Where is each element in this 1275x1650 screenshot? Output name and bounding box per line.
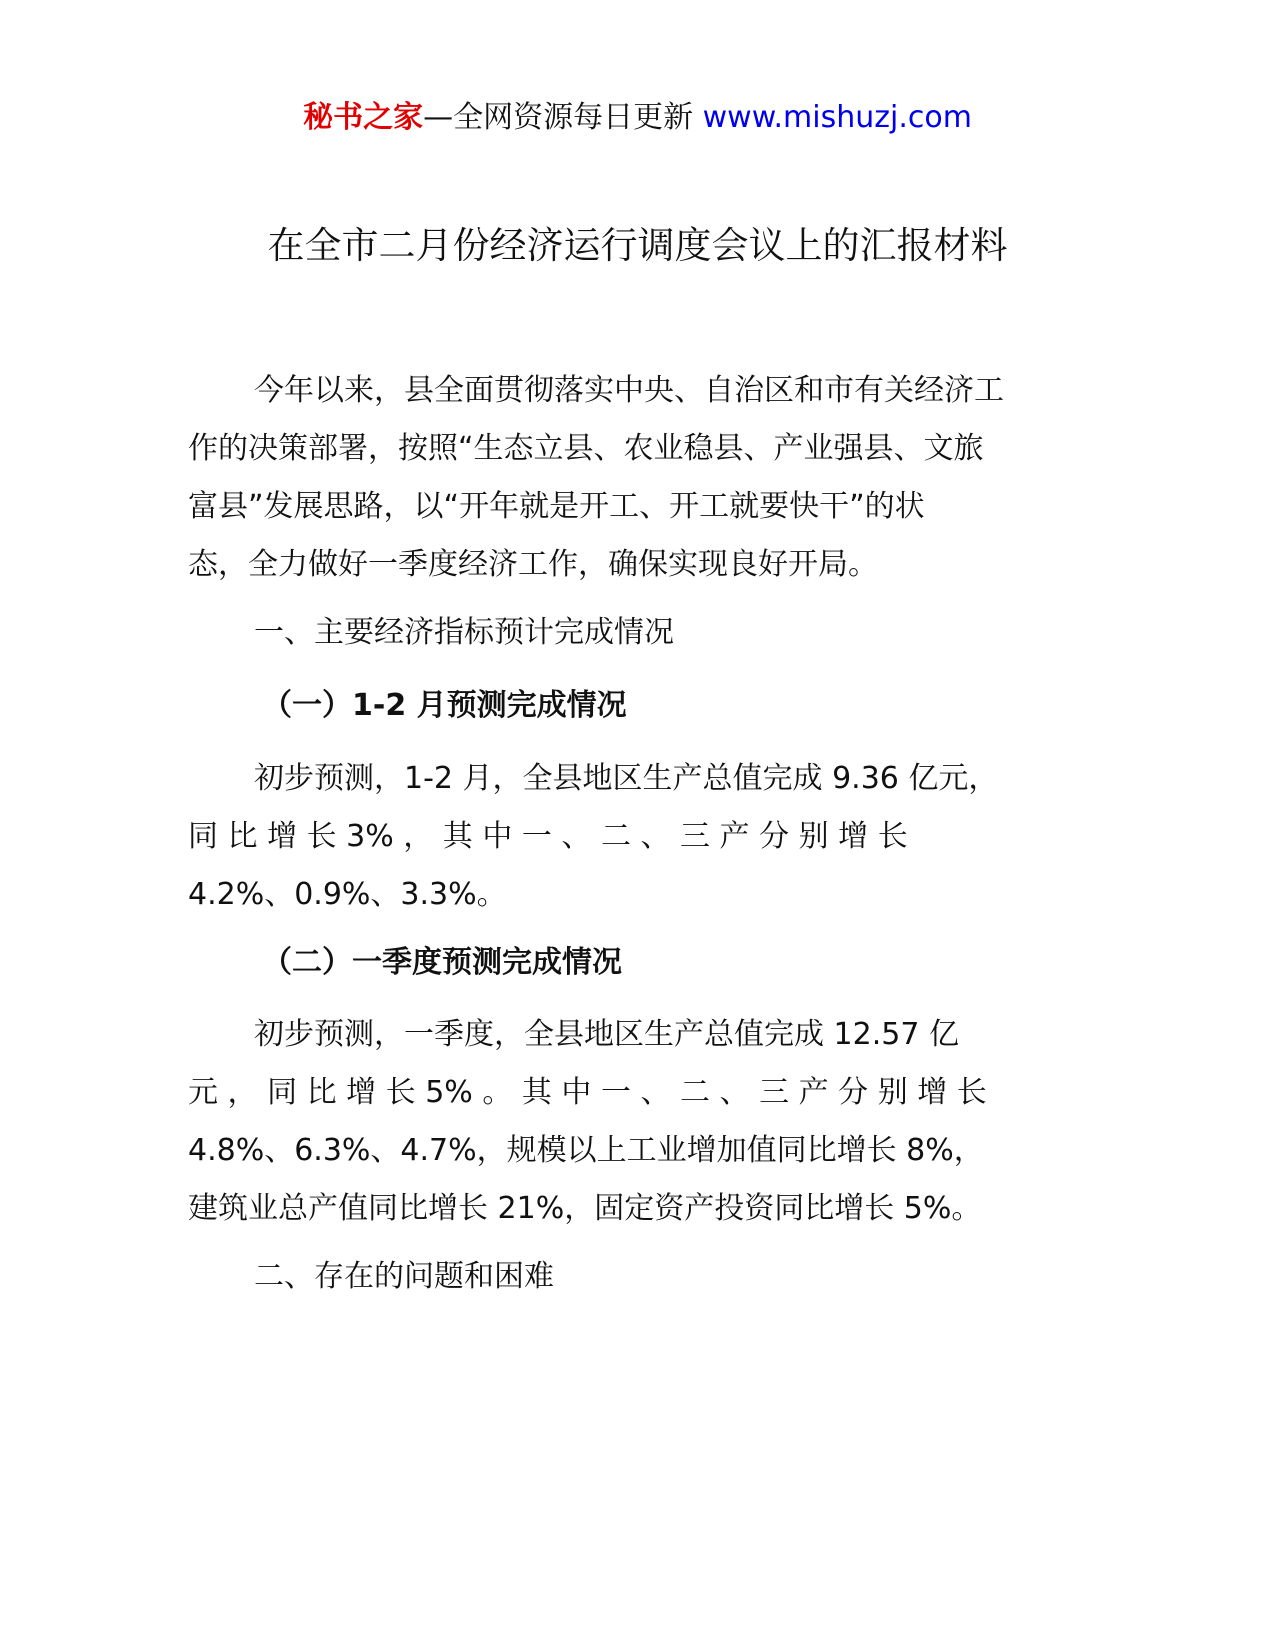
paragraph-line: 初步预测，1-2 月，全县地区生产总值完成 9.36 亿元， <box>254 761 999 796</box>
paragraph-line: 4.2%、0.9%、3.3%。 <box>188 877 507 912</box>
subsection-1-paragraph <box>188 750 1088 924</box>
header-tagline: —全网资源每日更新 <box>423 100 694 135</box>
paragraph-line: 建筑业总产值同比增长 21%，固定资产投资同比增长 5%。 <box>188 1191 982 1226</box>
section-heading-1: 一、主要经济指标预计完成情况 <box>254 615 674 650</box>
intro-line: 态，全力做好一季度经济工作，确保实现良好开局。 <box>188 547 878 582</box>
subsection-heading-2: （二）一季度预测完成情况 <box>262 945 622 980</box>
paragraph-line: 初步预测，一季度，全县地区生产总值完成 12.57 亿 <box>254 1017 959 1052</box>
document-title: 在全市二月份经济运行调度会议上的汇报材料 <box>267 224 1008 267</box>
brand-name: 秘书之家 <box>303 100 424 135</box>
site-header <box>0 98 1275 138</box>
intro-paragraph <box>188 362 1088 594</box>
paragraph-line: 同 比 增 长 3% ， 其 中 一 、 二 、 三 产 分 别 增 长 <box>188 819 908 854</box>
paragraph-line: 元 ， 同 比 增 长 5% 。 其 中 一 、 二 、 三 产 分 别 增 长 <box>188 1075 987 1110</box>
intro-line: 今年以来，县全面贯彻落实中央、自治区和市有关经济工 <box>254 373 1004 408</box>
paragraph-line: 4.8%、6.3%、4.7%，规模以上工业增加值同比增长 8%， <box>188 1133 984 1168</box>
section-heading-2: 二、存在的问题和困难 <box>254 1259 554 1294</box>
subsection-heading-1: （一）1-2 月预测完成情况 <box>262 688 627 723</box>
intro-line: 富县”发展思路，以“开年就是开工、开工就要快干”的状 <box>188 489 925 524</box>
site-url-link[interactable]: www.mishuzj.com <box>702 100 972 135</box>
subsection-2-paragraph <box>188 1006 1088 1238</box>
intro-line: 作的决策部署，按照“生态立县、农业稳县、产业强县、文旅 <box>188 431 984 466</box>
